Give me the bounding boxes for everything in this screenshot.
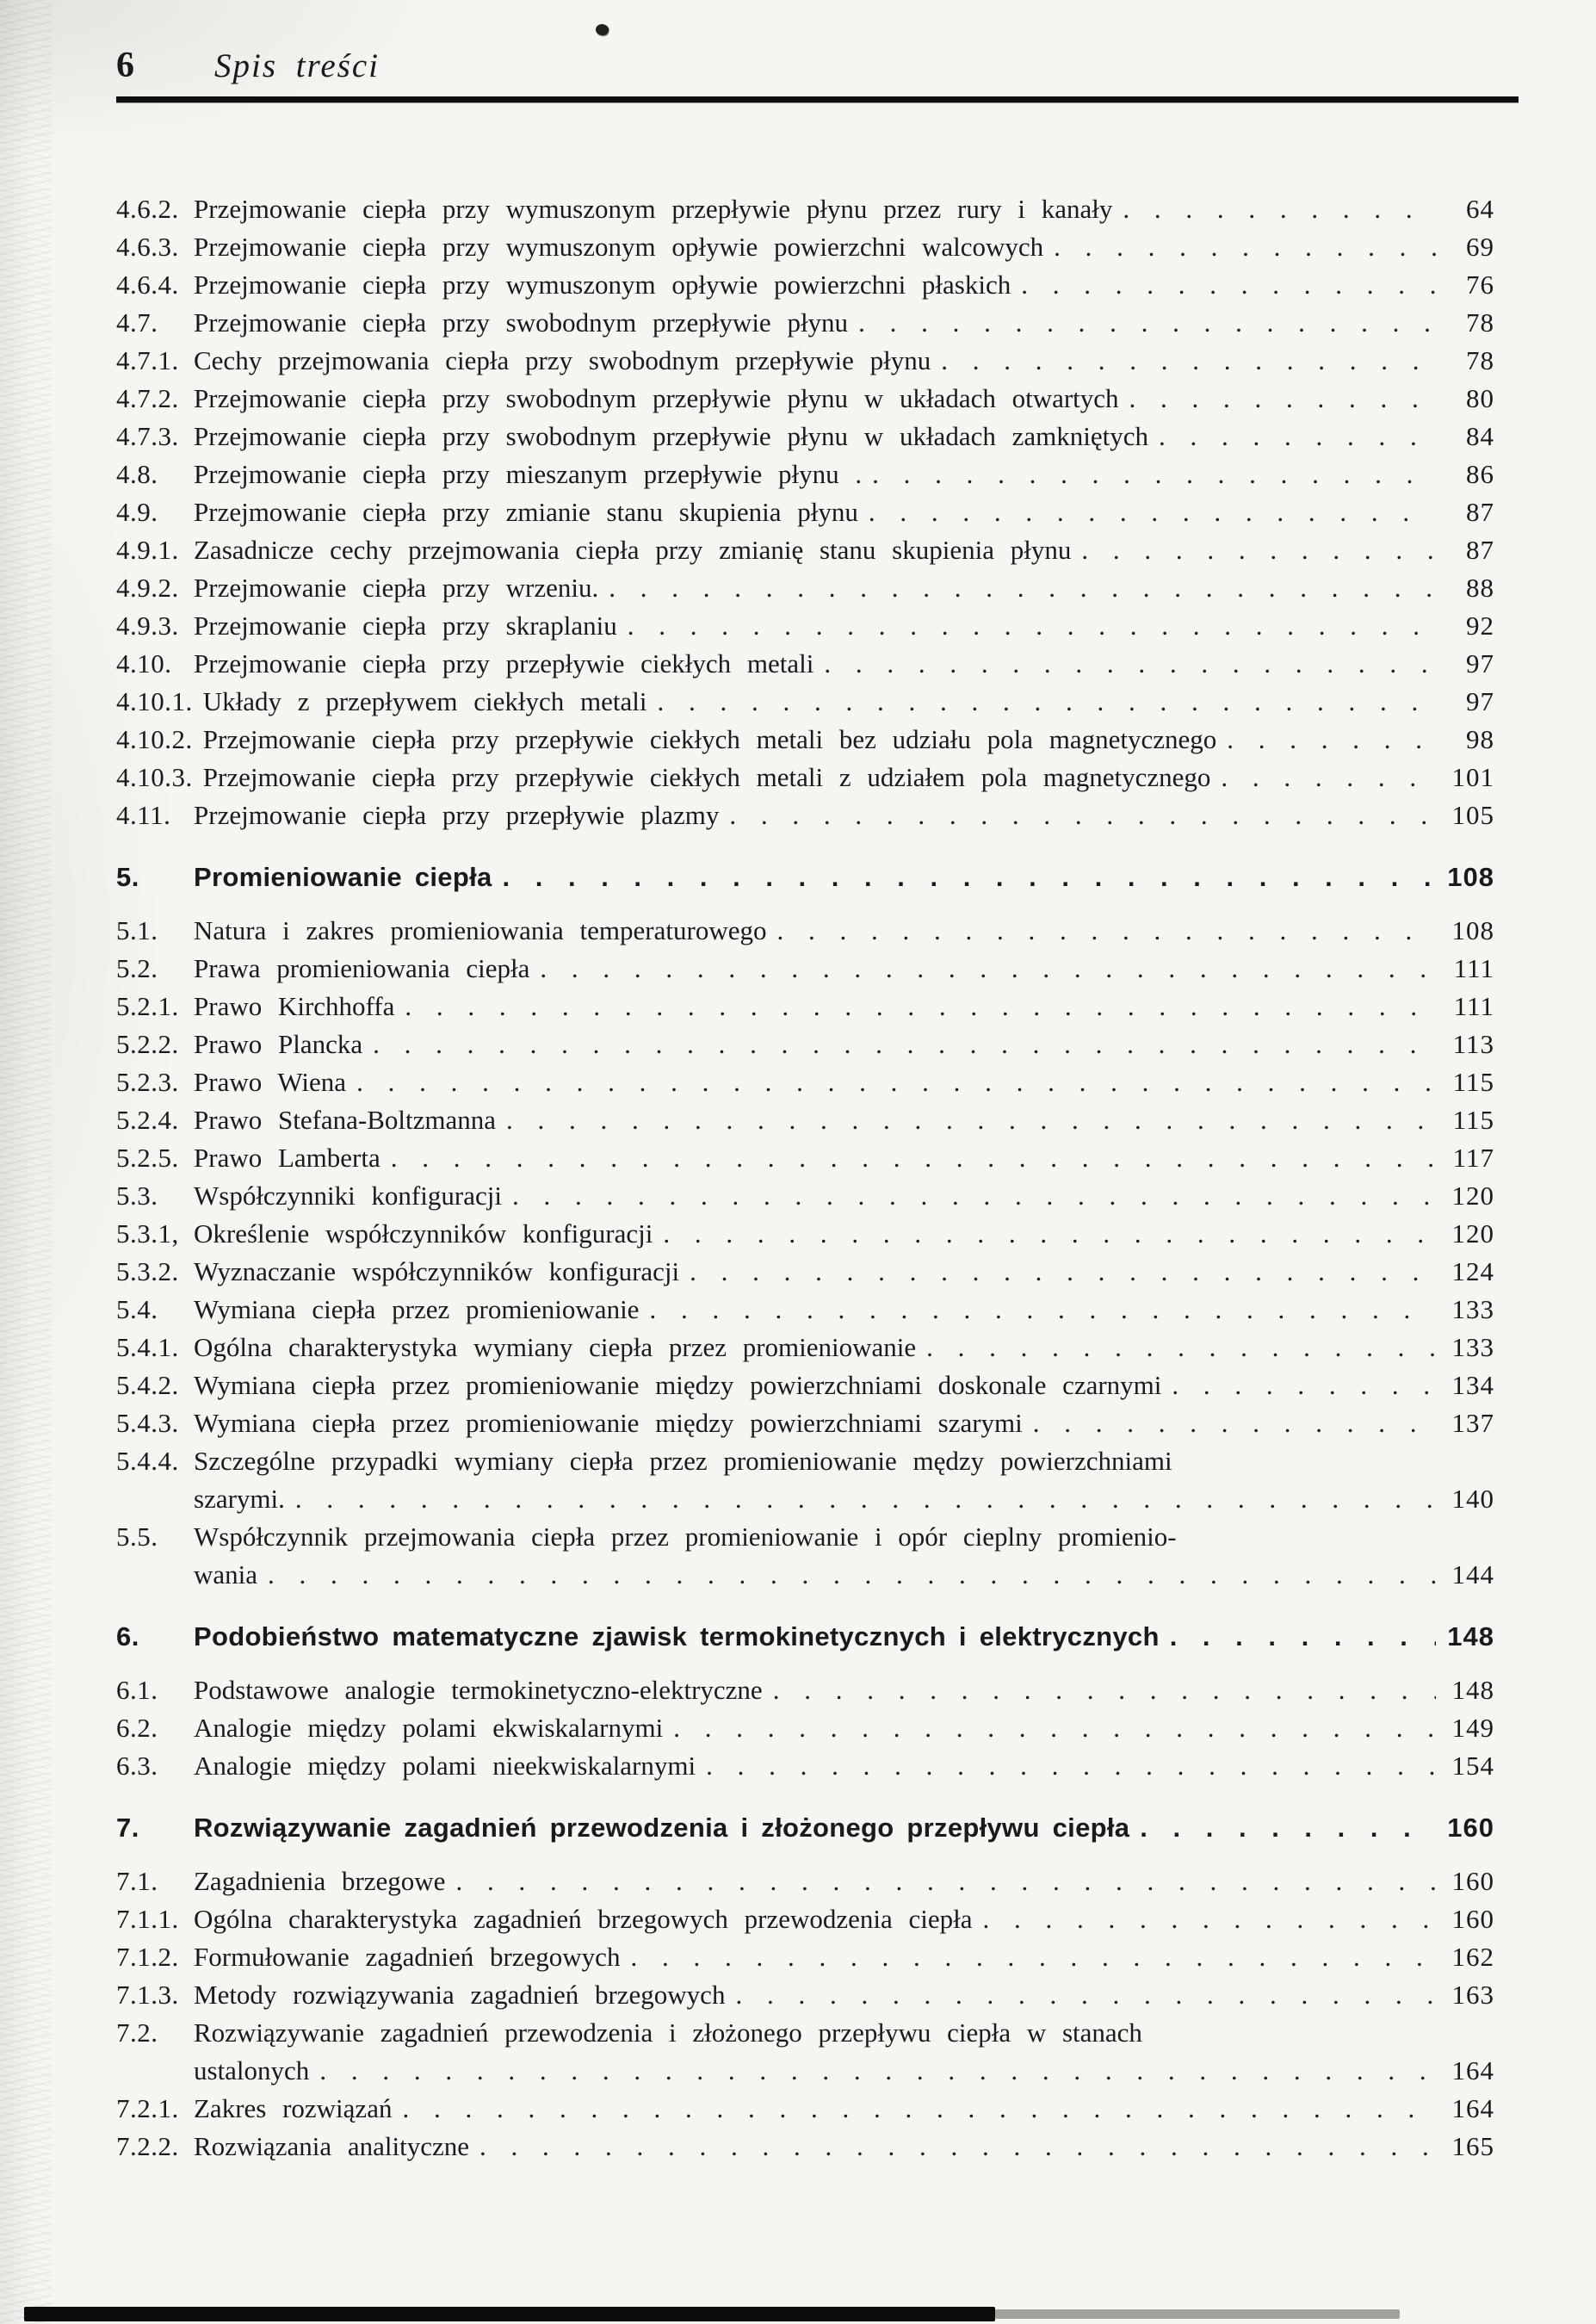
- toc-entry-title: Przejmowanie ciepła przy przepływie ciekłych metali bez udziału pola magnetycznego: [202, 724, 1217, 754]
- toc-entry-title: Przejmowanie ciepła przy swobodnym przepływie płynu: [194, 307, 849, 338]
- dot-leader: [673, 1709, 1436, 1747]
- toc-entry-title: Prawo Lamberta: [194, 1143, 380, 1173]
- toc-entry-page: 154: [1451, 1751, 1494, 1781]
- toc-entry-page: 148: [1451, 1675, 1494, 1705]
- toc-entry-number: 4.7.1.: [116, 345, 179, 375]
- toc-row: [116, 1139, 1494, 1177]
- toc-entry-number: 4.9.1.: [116, 535, 179, 565]
- toc-entry-title: Przejmowanie ciepła przy wrzeniu.: [194, 573, 599, 603]
- toc-row: [116, 1709, 1494, 1747]
- dot-leader: [1159, 418, 1436, 456]
- toc-entry-title: Określenie współczynników konfiguracji: [194, 1218, 653, 1249]
- dot-leader: [872, 456, 1436, 493]
- toc-row: [116, 721, 1494, 759]
- header-rule: [116, 96, 1519, 102]
- toc-entry-title: Przejmowanie ciepła przy przepływie ciekłych metali z udziałem pola magnetycznego: [202, 762, 1211, 792]
- toc-entry-page: 137: [1451, 1408, 1494, 1438]
- toc-entry-page: 78: [1466, 345, 1494, 375]
- toc-row: [116, 1404, 1494, 1442]
- toc-section-row: [116, 858, 1494, 896]
- toc-entry-title: Przejmowanie ciepła przy swobodnym przepływie płynu w układach otwartych: [194, 383, 1119, 413]
- dot-leader: [1081, 531, 1436, 569]
- toc-entry-title: Ogólna charakterystyka wymiany ciepła przez promieniowanie: [194, 1332, 917, 1362]
- toc-entry-number: 4.10.1.: [116, 686, 193, 716]
- toc-entry-title: Przejmowanie ciepła przy wymuszonym opływie powierzchni płaskich: [194, 270, 1011, 300]
- toc-entry-page: 140: [1451, 1484, 1494, 1514]
- toc-entry-page: 165: [1451, 2131, 1494, 2161]
- toc-entry-title: Prawo Stefana-Boltzmanna: [194, 1105, 497, 1135]
- toc-entry-page: 149: [1451, 1713, 1494, 1743]
- toc-entry-number: 5.3.: [116, 1181, 158, 1211]
- dot-leader: [628, 607, 1436, 645]
- toc-entry-number: 7.2.: [116, 2017, 158, 2048]
- dot-leader: [391, 1139, 1436, 1177]
- toc-entry-page: 78: [1466, 307, 1494, 338]
- toc-entry-title: Formułowanie zagadnień brzegowych: [194, 1942, 621, 1972]
- toc-row: [116, 912, 1494, 950]
- toc-entry-number: 7.2.1.: [116, 2093, 179, 2123]
- toc-row: [116, 1291, 1494, 1329]
- toc-entry-page: 134: [1451, 1370, 1494, 1400]
- toc-row-continuation: [116, 1556, 1494, 1594]
- toc-entry-number: 5.4.4.: [116, 1446, 179, 1476]
- toc-entry-page: 108: [1451, 915, 1494, 945]
- toc-list: [116, 190, 1494, 2166]
- toc-row: [116, 950, 1494, 988]
- dot-leader: [941, 342, 1436, 380]
- toc-entry-page: 117: [1452, 1143, 1494, 1173]
- toc-entry-title: Rozwiązywanie zagadnień przewodzenia i złożonego przepływu ciepła: [194, 1813, 1130, 1843]
- toc-entry-number: 7.: [116, 1813, 139, 1843]
- toc-row: [116, 988, 1494, 1026]
- toc-row: [116, 1329, 1494, 1367]
- toc-entry-number: 5.1.: [116, 915, 158, 945]
- toc-entry-page: 76: [1466, 270, 1494, 300]
- dot-leader: [506, 1101, 1436, 1139]
- toc-entry-page: 115: [1452, 1105, 1494, 1135]
- toc-entry-title: Wymiana ciepła przez promieniowanie między powierzchniami szarymi: [194, 1408, 1023, 1438]
- toc-entry-number: 5.4.2.: [116, 1370, 179, 1400]
- toc-entry-title: Przejmowanie ciepła przy przepływie ciekłych metali: [194, 648, 814, 679]
- toc-row: [116, 1215, 1494, 1253]
- toc-row: [116, 1063, 1494, 1101]
- dot-leader: [1021, 266, 1436, 304]
- toc-entry-page: 160: [1451, 1904, 1494, 1934]
- dot-leader: [926, 1329, 1436, 1367]
- toc-entry-title: Wymiana ciepła przez promieniowanie między powierzchniami doskonale czarnymi: [194, 1370, 1162, 1400]
- dot-leader: [776, 912, 1436, 950]
- toc-entry-page: 120: [1451, 1218, 1494, 1249]
- dot-leader: [1221, 759, 1436, 796]
- toc-entry-title-continuation: szarymi.: [194, 1484, 285, 1514]
- toc-row: [116, 1177, 1494, 1215]
- toc-entry-title: Współczynnik przejmowania ciepła przez promieniowanie i opór cieplny promienio-: [194, 1521, 1177, 1552]
- dot-leader: [1123, 190, 1436, 228]
- toc-entry-number: 5.: [116, 862, 139, 892]
- toc-row: [116, 1253, 1494, 1291]
- dot-leader: [405, 988, 1436, 1026]
- toc-entry-title: Podstawowe analogie termokinetyczno-elektryczne: [194, 1675, 763, 1705]
- toc-entry-number: 7.1.1.: [116, 1904, 179, 1934]
- toc-entry-title: Prawa promieniowania ciepła: [194, 953, 530, 983]
- dot-leader: [649, 1291, 1436, 1329]
- toc-row: [116, 1026, 1494, 1063]
- dot-leader: [706, 1747, 1436, 1785]
- toc-row: [116, 796, 1494, 834]
- toc-entry-page: 84: [1466, 421, 1494, 451]
- dot-leader: [773, 1671, 1436, 1709]
- dot-leader: [373, 1026, 1436, 1063]
- dot-leader: [609, 569, 1436, 607]
- toc-entry-number: 4.8.: [116, 459, 158, 489]
- toc-entry-title: Przejmowanie ciepła przy wymuszonym opływie powierzchni walcowych: [194, 232, 1044, 262]
- toc-entry-title: Prawo Wiena: [194, 1067, 347, 1097]
- toc-entry-number: 4.7.3.: [116, 421, 179, 451]
- toc-entry-title: Promieniowanie ciepła: [194, 862, 492, 892]
- toc-entry-number: 4.10.3.: [116, 762, 193, 792]
- toc-entry-number: 7.1.3.: [116, 1980, 179, 2010]
- toc-entry-page: 69: [1466, 232, 1494, 262]
- toc-entry-number: 5.3.1,: [116, 1218, 179, 1249]
- dot-leader: [455, 1862, 1436, 1900]
- toc-entry-number: 5.3.2.: [116, 1256, 179, 1286]
- toc-entry-title: Prawo Kirchhoffa: [194, 991, 395, 1021]
- toc-row: [116, 1938, 1494, 1976]
- toc-row: [116, 456, 1494, 493]
- toc-entry-page: 80: [1466, 383, 1494, 413]
- toc-entry-title: Natura i zakres promieniowania temperaturowego: [194, 915, 767, 945]
- toc-entry-number: 6.2.: [116, 1713, 158, 1743]
- toc-entry-page: 86: [1466, 459, 1494, 489]
- toc-entry-page: 105: [1451, 800, 1494, 830]
- dot-leader: [512, 1177, 1436, 1215]
- toc-entry-page: 113: [1452, 1029, 1494, 1059]
- toc-entry-page: 124: [1451, 1256, 1494, 1286]
- toc-entry-title: Wymiana ciepła przez promieniowanie: [194, 1294, 640, 1324]
- toc-entry-number: 5.4.1.: [116, 1332, 179, 1362]
- toc-entry-title-continuation: ustalonych: [194, 2055, 310, 2085]
- toc-entry-number: 7.2.2.: [116, 2131, 179, 2161]
- toc-entry-page: 87: [1466, 535, 1494, 565]
- toc-entry-title: Przejmowanie ciepła przy mieszanym przepływie płynu .: [194, 459, 863, 489]
- dot-leader: [1172, 1367, 1436, 1404]
- toc-entry-title: Szczególne przypadki wymiany ciepła przez promieniowanie mędzy powierzchniami: [194, 1446, 1172, 1476]
- toc-entry-title: Przejmowanie ciepła przy wymuszonym przepływie płynu przez rury i kanały: [194, 194, 1113, 224]
- dot-leader: [1170, 1618, 1436, 1656]
- toc-entry-title: Analogie między polami nieekwiskalarnymi: [194, 1751, 696, 1781]
- toc-entry-title: Zasadnicze cechy przejmowania ciepła przy zmianię stanu skupienia płynu: [194, 535, 1072, 565]
- toc-entry-page: 111: [1453, 991, 1494, 1021]
- toc-entry-number: 7.1.: [116, 1866, 158, 1896]
- toc-entry-page: 133: [1451, 1332, 1494, 1362]
- page-number: 6: [116, 46, 135, 85]
- dot-leader: [1140, 1809, 1436, 1847]
- dot-leader: [1129, 380, 1436, 418]
- toc-entry-title: Rozwiązania analityczne: [194, 2131, 469, 2161]
- toc-entry-title: Współczynniki konfiguracji: [194, 1181, 502, 1211]
- dot-leader: [402, 2090, 1436, 2128]
- toc-entry-title: Przejmowanie ciepła przy swobodnym przepływie płynu w układach zamkniętych: [194, 421, 1148, 451]
- toc-entry-number: 7.1.2.: [116, 1942, 179, 1972]
- dot-leader: [735, 1976, 1436, 2014]
- toc-row: [116, 1442, 1494, 1480]
- toc-entry-page: 115: [1452, 1067, 1494, 1097]
- toc-entry-page: 164: [1451, 2055, 1494, 2085]
- dot-leader: [630, 1938, 1436, 1976]
- toc-entry-number: 5.2.1.: [116, 991, 179, 1021]
- toc-entry-page: 144: [1451, 1559, 1494, 1590]
- dot-leader: [663, 1215, 1436, 1253]
- toc-row: [116, 228, 1494, 266]
- toc-entry-page: 97: [1466, 686, 1494, 716]
- toc-entry-title: Przejmowanie ciepła przy przepływie plazmy: [194, 800, 720, 830]
- toc-entry-number: 4.9.2.: [116, 573, 179, 603]
- toc-entry-page: 164: [1451, 2093, 1494, 2123]
- toc-row: [116, 266, 1494, 304]
- toc-entry-number: 5.2.2.: [116, 1029, 179, 1059]
- dot-leader: [268, 1556, 1436, 1594]
- toc-entry-page: 160: [1451, 1866, 1494, 1896]
- toc-section-row: [116, 1618, 1494, 1656]
- toc-entry-title: Analogie między polami ekwiskalarnymi: [194, 1713, 664, 1743]
- toc-entry-number: 4.11.: [116, 800, 171, 830]
- toc-entry-number: 5.2.: [116, 953, 158, 983]
- toc-entry-number: 5.4.: [116, 1294, 158, 1324]
- dot-leader: [540, 950, 1436, 988]
- toc-entry-title: Rozwiązywanie zagadnień przewodzenia i złożonego przepływu ciepła w stanach: [194, 2017, 1142, 2048]
- toc-entry-number: 5.5.: [116, 1521, 158, 1552]
- dot-leader: [319, 2052, 1436, 2090]
- toc-row: [116, 1518, 1494, 1556]
- dot-leader: [479, 2128, 1436, 2166]
- dot-leader: [295, 1480, 1436, 1518]
- toc-entry-page: 98: [1466, 724, 1494, 754]
- toc-entry-page: 120: [1451, 1181, 1494, 1211]
- toc-row: [116, 569, 1494, 607]
- toc-row: [116, 607, 1494, 645]
- toc-section-row: [116, 1809, 1494, 1847]
- dot-leader: [503, 858, 1436, 896]
- page-title: Spis treści: [214, 47, 380, 84]
- toc-entry-page: 160: [1447, 1813, 1494, 1843]
- toc-entry-number: 4.6.3.: [116, 232, 179, 262]
- toc-entry-page: 88: [1466, 573, 1494, 603]
- running-header: [116, 45, 1494, 86]
- toc-row: [116, 342, 1494, 380]
- toc-row: [116, 1862, 1494, 1900]
- toc-row: [116, 2128, 1494, 2166]
- toc-entry-number: 6.1.: [116, 1675, 158, 1705]
- toc-row: [116, 190, 1494, 228]
- dot-leader: [983, 1900, 1436, 1938]
- toc-entry-page: 111: [1453, 953, 1494, 983]
- toc-entry-title: Przejmowanie ciepła przy zmianie stanu skupienia płynu: [194, 497, 858, 527]
- toc-entry-page: 108: [1447, 862, 1494, 892]
- toc-entry-title: Układy z przepływem ciekłych metali: [202, 686, 647, 716]
- toc-entry-title: Metody rozwiązywania zagadnień brzegowych: [194, 1980, 726, 2010]
- toc-row: [116, 2014, 1494, 2052]
- toc-entry-page: 163: [1451, 1980, 1494, 2010]
- toc-entry-number: 6.3.: [116, 1751, 158, 1781]
- toc-entry-page: 162: [1451, 1942, 1494, 1972]
- toc-row: [116, 531, 1494, 569]
- toc-row: [116, 1900, 1494, 1938]
- dot-leader: [1054, 228, 1436, 266]
- toc-entry-title: Podobieństwo matematyczne zjawisk termokinetycznych i elektrycznych: [194, 1621, 1160, 1652]
- toc-row: [116, 1671, 1494, 1709]
- toc-entry-number: 4.6.4.: [116, 270, 179, 300]
- toc-row: [116, 759, 1494, 796]
- dot-leader: [1033, 1404, 1436, 1442]
- toc-entry-number: 5.2.3.: [116, 1067, 179, 1097]
- toc-row: [116, 1101, 1494, 1139]
- dot-leader: [690, 1253, 1436, 1291]
- toc-entry-number: 4.6.2.: [116, 194, 179, 224]
- toc-entry-title: Prawo Plancka: [194, 1029, 363, 1059]
- toc-row: [116, 493, 1494, 531]
- dot-leader: [657, 683, 1436, 721]
- toc-entry-number: 4.7.2.: [116, 383, 179, 413]
- toc-row: [116, 1367, 1494, 1404]
- toc-entry-title-continuation: wania: [194, 1559, 258, 1590]
- toc-entry-title: Zagadnienia brzegowe: [194, 1866, 446, 1896]
- toc-entry-page: 101: [1451, 762, 1494, 792]
- toc-entry-title: Wyznaczanie współczynników konfiguracji: [194, 1256, 680, 1286]
- dot-leader: [869, 493, 1436, 531]
- dot-leader: [1227, 721, 1436, 759]
- toc-row-continuation: [116, 1480, 1494, 1518]
- toc-entry-number: 4.9.3.: [116, 610, 179, 641]
- toc-entry-page: 133: [1451, 1294, 1494, 1324]
- toc-entry-number: 4.10.2.: [116, 724, 193, 754]
- toc-entry-number: 6.: [116, 1621, 139, 1652]
- bottom-scan-bar-faint: [995, 2309, 1400, 2319]
- toc-entry-page: 97: [1466, 648, 1494, 679]
- dot-leader: [858, 304, 1436, 342]
- bottom-scan-bar: [24, 2307, 995, 2321]
- toc-entry-page: 64: [1466, 194, 1494, 224]
- toc-row: [116, 2090, 1494, 2128]
- toc-row: [116, 1976, 1494, 2014]
- toc-row: [116, 645, 1494, 683]
- dot-leader: [356, 1063, 1436, 1101]
- toc-entry-title: Ogólna charakterystyka zagadnień brzegowych przewodzenia ciepła: [194, 1904, 973, 1934]
- toc-entry-number: 4.9.: [116, 497, 158, 527]
- toc-entry-number: 4.7.: [116, 307, 158, 338]
- toc-row: [116, 304, 1494, 342]
- dot-leader: [824, 645, 1436, 683]
- toc-row: [116, 683, 1494, 721]
- toc-entry-title: Zakres rozwiązań: [194, 2093, 393, 2123]
- toc-row: [116, 418, 1494, 456]
- toc-entry-number: 5.4.3.: [116, 1408, 179, 1438]
- toc-entry-title: Przejmowanie ciepła przy skraplaniu: [194, 610, 617, 641]
- toc-entry-number: 5.2.5.: [116, 1143, 179, 1173]
- toc-entry-page: 92: [1466, 610, 1494, 641]
- toc-row-continuation: [116, 2052, 1494, 2090]
- toc-entry-page: 148: [1447, 1621, 1494, 1652]
- toc-entry-title: Cechy przejmowania ciepła przy swobodnym przepływie płynu: [194, 345, 931, 375]
- toc-entry-number: 5.2.4.: [116, 1105, 179, 1135]
- toc-entry-page: 87: [1466, 497, 1494, 527]
- toc-entry-number: 4.10.: [116, 648, 172, 679]
- toc-row: [116, 1747, 1494, 1785]
- dot-leader: [729, 796, 1436, 834]
- toc-row: [116, 380, 1494, 418]
